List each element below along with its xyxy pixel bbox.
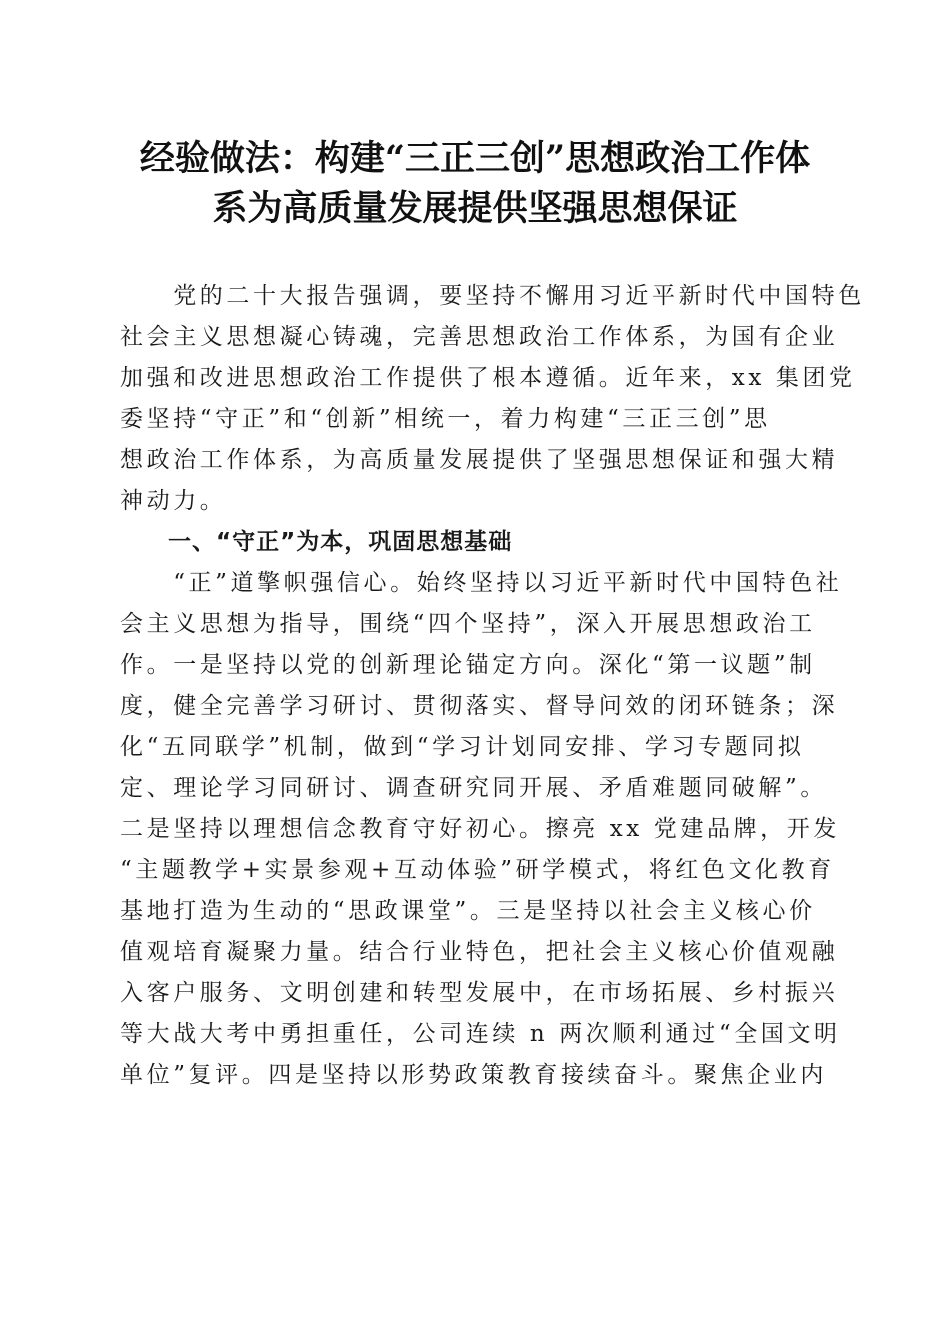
paragraph-line: 化“五同联学”机制，做到“学习计划同安排、学习专题同拟	[120, 734, 805, 760]
title-line-2: 系为高质量发展提供坚强思想保证	[212, 188, 738, 229]
paragraph-line: 基地打造为生动的“思政课堂”。三是坚持以社会主义核心价	[120, 898, 816, 924]
paragraph-line: 度，健全完善学习研讨、贯彻落实、督导问效的闭环链条；深	[120, 693, 839, 719]
paragraph-line: 等大战大考中勇担重任，公司连续 n 两次顺利通过“全国文明	[120, 1021, 841, 1047]
paragraph-line: 委坚持“守正”和“创新”相统一，着力构建“三正三创”思	[120, 406, 771, 432]
paragraph-line: “主题教学+实景参观+互动体验”研学模式，将红色文化教育	[120, 857, 835, 883]
paragraph-line: 神动力。	[120, 488, 227, 514]
paragraph-line: 加强和改进思想政治工作提供了根本遵循。近年来，xx 集团党	[120, 365, 856, 391]
paragraph-line: 党的二十大报告强调，要坚持不懈用习近平新时代中国特色	[120, 283, 865, 309]
section-heading: 一、“守正”为本，巩固思想基础	[120, 529, 513, 555]
paragraph-line: 作。一是坚持以党的创新理论锚定方向。深化“第一议题”制	[120, 652, 816, 678]
paragraph-line: “正”道擎帜强信心。始终坚持以习近平新时代中国特色社	[120, 570, 843, 596]
paragraph-line: 值观培育凝聚力量。结合行业特色，把社会主义核心价值观融	[120, 939, 839, 965]
paragraph-line: 入客户服务、文明创建和转型发展中，在市场拓展、乡村振兴	[120, 980, 839, 1006]
paragraph-line: 社会主义思想凝心铸魂，完善思想政治工作体系，为国有企业	[120, 324, 839, 350]
paragraph-line: 会主义思想为指导，围绕“四个坚持”，深入开展思想政治工	[120, 611, 816, 637]
paragraph-line: 单位”复评。四是坚持以形势政策教育接续奋斗。聚焦企业内	[120, 1062, 827, 1088]
paragraph-line: 想政治工作体系，为高质量发展提供了坚强思想保证和强大精	[120, 447, 839, 473]
intro-paragraph	[120, 276, 865, 522]
title-line-1: 经验做法：构建“三正三创”思想政治工作体	[139, 138, 811, 179]
paragraph-line: 定、理论学习同研讨、调查研究同开展、矛盾难题同破解”。	[120, 775, 827, 801]
document-title	[110, 134, 840, 234]
section-paragraph	[120, 563, 843, 1096]
document-body	[120, 276, 865, 1096]
paragraph-line: 二是坚持以理想信念教育守好初心。擦亮 xx 党建品牌，开发	[120, 816, 840, 842]
